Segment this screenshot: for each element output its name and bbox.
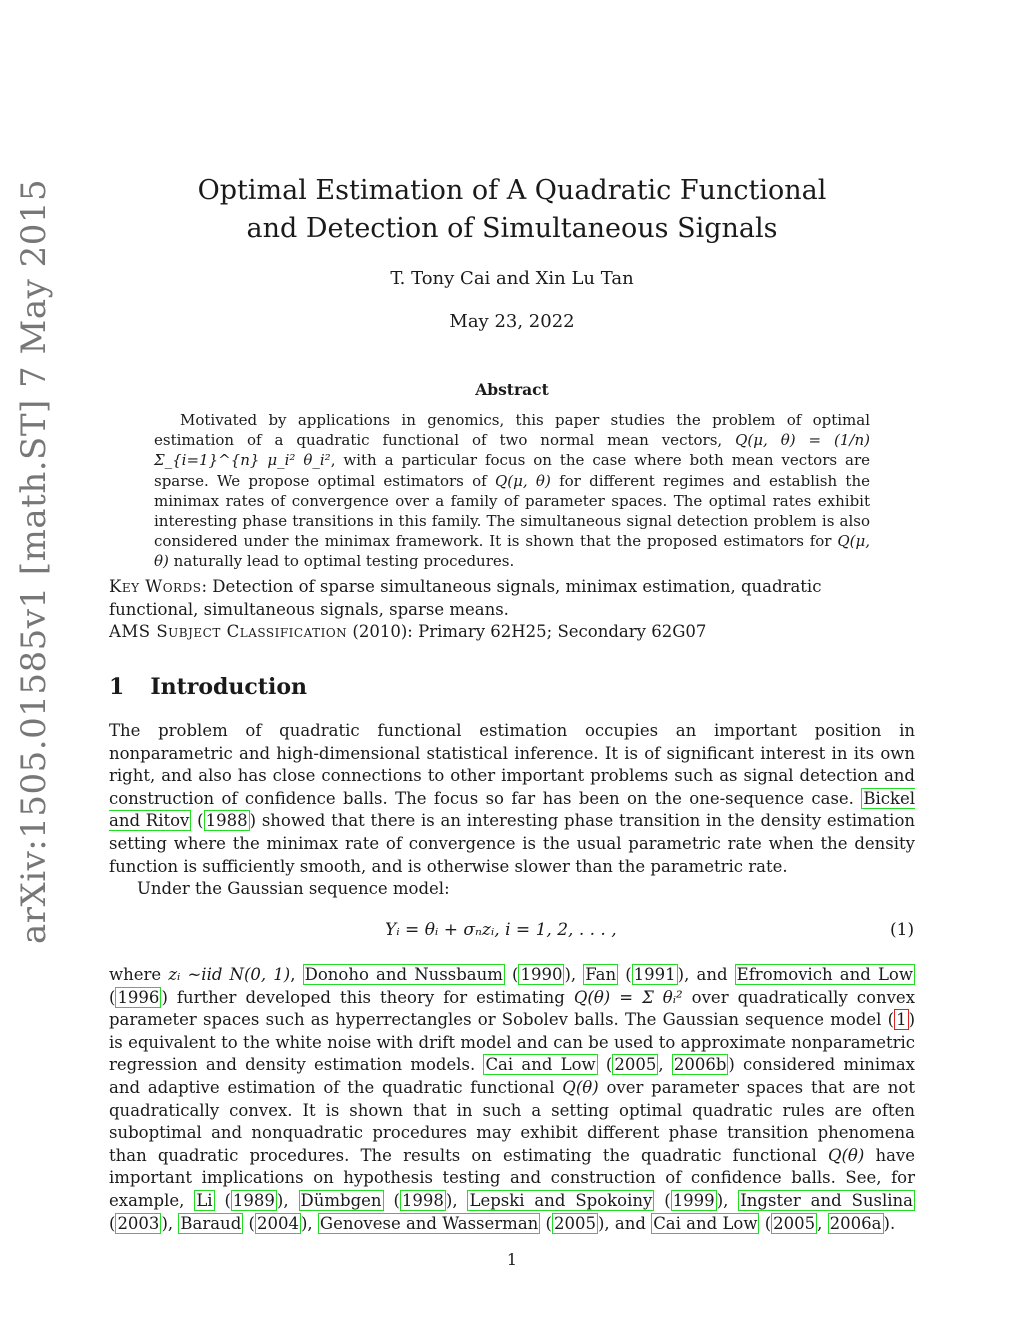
math-inline: Q(μ, θ) [494, 471, 551, 490]
math-inline: Q(θ) [827, 1145, 865, 1165]
citation-year-link[interactable]: 2006a [829, 1213, 882, 1233]
citation-year-link[interactable]: 1998 [401, 1190, 444, 1210]
keywords [109, 576, 915, 621]
ams-text: (2010): Primary 62H25; Secondary 62G07 [347, 622, 707, 642]
paragraph-text: The problem of quadratic functional estimation occupies an important position in nonparametric and high-dimensional statistical inference. It is of significant interest in its own right, and also has close connections to other important problems such as signal detection and construction of confidence balls. The focus so far has been on the one-sequence case. [109, 721, 915, 808]
citation-year-link[interactable]: 2006b [673, 1055, 727, 1075]
paper-title [0, 172, 1024, 248]
abstract-text: , with a particular focus on the case where both mean vectors are sparse. We propose optimal estimators of [154, 451, 871, 490]
math-inline: zᵢ ~iid N(0, 1) [168, 965, 291, 984]
title-line-1: Optimal Estimation of A Quadratic Functional [197, 175, 827, 206]
paragraph-2: Under the Gaussian sequence model: [137, 879, 450, 898]
ams-label: AMS Subject Classification [109, 622, 348, 642]
math-inline: Q(θ) = Σ θᵢ² [573, 987, 683, 1007]
citation-year-link[interactable]: 1996 [117, 987, 160, 1007]
citation-link[interactable]: Genovese and Wasserman [319, 1213, 539, 1233]
citation-year-link[interactable]: 2004 [256, 1213, 299, 1233]
citation-year-link[interactable]: 1988 [205, 811, 248, 831]
paragraph-text: have important implications on hypothesis testing and construction of confidence balls. See, for example, [109, 1145, 915, 1210]
paragraph-text: , [167, 1213, 179, 1233]
authors: T. Tony Cai and Xin Lu Tan [390, 268, 634, 289]
math-inline: Q(θ) [562, 1077, 599, 1097]
citation-link[interactable]: Cai and Low [653, 1213, 758, 1233]
abstract-text: Motivated by applications in genomics, this paper studies the problem of optimal estimation of a quadratic functional of two normal mean vectors, [154, 411, 870, 450]
paragraph-text: showed that there is an interesting phase transition in the density estimation setting where the minimax rate of convergence is the usual parametric rate when the density function is sufficiently smooth, and is otherwise slower than the parametric rate. [109, 811, 916, 876]
citation-link[interactable]: Ingster and Suslina [740, 1190, 913, 1210]
abstract-body [154, 410, 870, 572]
section-title: Introduction [150, 674, 307, 700]
abstract-text: naturally lead to optimal testing procedures. [168, 552, 515, 571]
section-number: 1 [109, 674, 125, 700]
citation-link[interactable]: Fan [585, 965, 617, 984]
paragraph-text: , and [604, 1213, 652, 1233]
citation-year-link[interactable]: 2005 [773, 1213, 816, 1233]
math-inline: Q(μ, θ) = (1/n) Σ_{i=1}^{n} μ_i² θ_i² [154, 431, 870, 470]
keywords-text: : Detection of sparse simultaneous signals, minimax estimation, quadratic functional, simultaneous signals, sparse means. [109, 577, 822, 619]
ams-classification [109, 621, 915, 644]
equation-number: (1) [890, 920, 915, 940]
paragraph-text: , [307, 1213, 318, 1233]
citation-year-link[interactable]: 2003 [117, 1213, 160, 1233]
paragraph-text: considered minimax and adaptive estimation of the quadratic functional [109, 1055, 915, 1097]
citation-year-link[interactable]: 2005 [614, 1055, 657, 1075]
section-heading [109, 674, 307, 700]
citation-link[interactable]: Efromovich and Low [736, 965, 913, 984]
citation-link[interactable]: Li [196, 1190, 213, 1210]
paragraph-text: where [109, 965, 169, 984]
citation-year-link[interactable]: 1989 [232, 1190, 275, 1210]
title-line-2: and Detection of Simultaneous Signals [246, 213, 778, 244]
equation-body: Yᵢ = θᵢ + σₙzᵢ, i = 1, 2, . . . , [385, 920, 617, 940]
citation-link[interactable]: Dümbgen [300, 1190, 382, 1210]
citation-link[interactable]: Cai and Low [485, 1055, 596, 1075]
abstract-text: for different regimes and establish the minimax rates of convergence over a family of parameter spaces. The optimal rates exhibit interesting phase transitions in this family. The simultaneous signal detection problem is also considered under the minimax framework. It is shown that the proposed estimators for [154, 471, 870, 551]
paragraph-text: , [570, 965, 584, 984]
paragraph-text: , [723, 1190, 739, 1210]
paragraph-text: , [290, 965, 303, 984]
paragraph-text: over parameter spaces that are not quadratically convex. It is shown that in such a setting optimal quadratic rules are often suboptimal and nonquadratic procedures may exhibit different phase transition phenomena than quadratic procedures. The results on estimating the quadratic functional [109, 1077, 915, 1165]
paragraph-1: The problem of quadratic functional estimation occupies an important position in nonparametric and high-dimensional statistical inference. It is of significant interest in its own right, and also has close connections to other important problems such as signal detection and construction of confidence balls. The focus so far has been on the one-sequence case. Bickel and Ritov ( 1988 ) showed that there is an interesting phase transition in the density estimation setting where the minimax rate of convergence is the usual parametric rate when the density function is sufficiently smooth, and is otherwise slower than the parametric rate. [109, 721, 916, 876]
citation-year-link[interactable]: 1999 [672, 1190, 715, 1210]
citation-link[interactable]: Lepski and Spokoiny [469, 1190, 653, 1210]
citation-link[interactable]: Bickel and Ritov [109, 788, 915, 831]
abstract-heading: Abstract [475, 380, 549, 399]
equation-ref-link[interactable]: 1 [896, 1010, 907, 1030]
paragraph-text: further developed this theory for estimating [167, 987, 574, 1007]
page-number: 1 [506, 1250, 518, 1269]
paragraph-text: , [283, 1190, 299, 1210]
citation-year-link[interactable]: 1991 [633, 965, 676, 984]
citation-link[interactable]: Baraud [180, 1213, 242, 1233]
citation-year-link[interactable]: 1990 [520, 965, 563, 984]
paragraph-text: , and [684, 965, 735, 984]
citation-year-link[interactable]: 2005 [553, 1213, 596, 1233]
paragraph-text: over quadratically convex parameter spaces such as hyperrectangles or Sobolev balls. The Gaussian sequence model [109, 987, 915, 1030]
arxiv-stamp: arXiv:1505.01585v1 [math.ST] 7 May 2015 [14, 178, 54, 944]
date: May 23, 2022 [449, 311, 575, 332]
paragraph-text: . [889, 1213, 896, 1233]
math-inline: Q(μ, θ) [154, 532, 870, 571]
citation-link[interactable]: Donoho and Nussbaum [304, 965, 503, 984]
paragraph-text: , [452, 1190, 468, 1210]
keywords-block [109, 576, 915, 644]
paragraph-text: is equivalent to the white noise with drift model and can be used to approximate nonparametric regression and density estimation models. [109, 1032, 915, 1075]
keywords-label: Key Words [109, 577, 202, 596]
paragraph-3: where zᵢ ~iid N(0, 1), Donoho and Nussbaum ( 1990 ), Fan ( 1991 ), and Efromovich and Low ( 1996 ) further developed this theory for estimating Q(θ) = Σ θᵢ² over quadratically convex parameter spaces such as hyperrectangles or Sobolev balls. The Gaussian sequence model ( 1 ) is equivalent to the white noise with drift model and can be used to approximate nonparametric regression and density estimation models. Cai and Low ( 2005 , 2006b ) considered minimax and adaptive estimation of the quadratic functional Q(θ) over parameter spaces that are not quadratically convex. It is shown that in such a setting optimal quadratic rules are often suboptimal and nonquadratic procedures may exhibit different phase transition phenomena than quadratic procedures. The results on estimating the quadratic functional Q(θ) have important implications on hypothesis testing and construction of confidence balls. See, for example, Li ( 1989 ), Dümbgen ( 1998 ), Lepski and Spokoiny ( 1999 ), Ingster and Suslina ( 2003 ), Baraud ( 2004 ), Genovese and Wasserman ( 2005 ), and Cai and Low ( 2005 , 2006a ). [109, 965, 915, 1233]
